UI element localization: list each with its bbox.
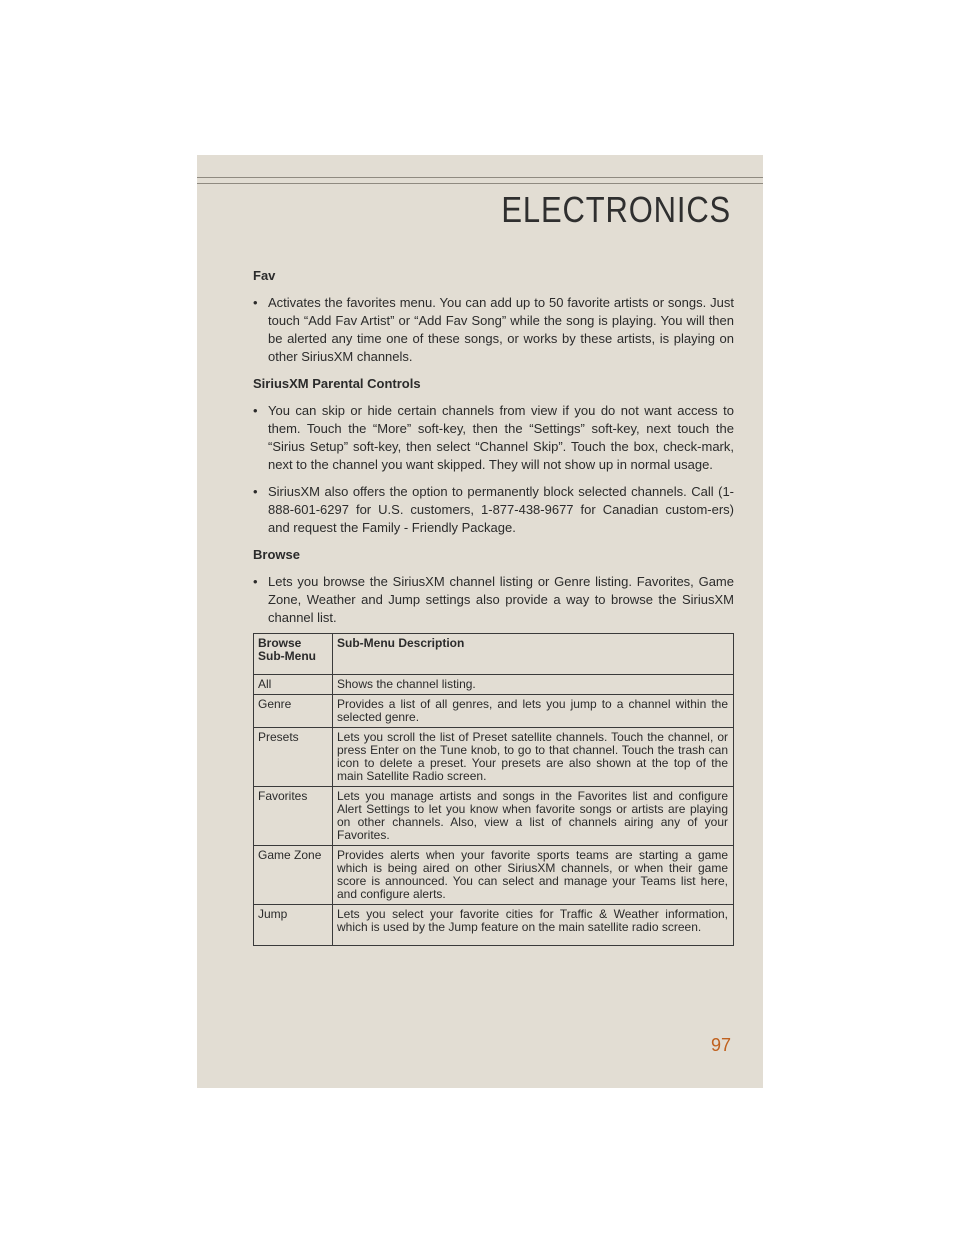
parental-bullet-2: • SiriusXM also offers the option to permanently block selected channels. Call (1-888-601-6297 for U.S. customers, 1-877-438-9677 for Canadian custom-ers) and request the Family - Friendly Package. [253,483,734,537]
table-header-description: Sub-Menu Description [333,634,734,675]
row-description: Lets you select your favorite cities for Traffic & Weather information, which is used by the Jump feature on the main satellite radio screen. [333,905,734,946]
row-submenu: Presets [254,728,333,787]
table-row [254,905,734,946]
row-submenu: Favorites [254,787,333,846]
parental-heading: SiriusXM Parental Controls [253,376,421,391]
page-content [253,267,734,946]
fav-bullet: • Activates the favorites menu. You can add up to 50 favorite artists or songs. Just touch “Add Fav Artist” or “Add Fav Song” while the song is playing. You will then be alerted any time one of these songs, or works by these artists, is playing on other SiriusXM channels. [253,294,734,366]
parental-bullet-1: • You can skip or hide certain channels from view if you do not want access to them. Touch the “More” soft-key, then the “Settings” soft-key, next touch the “Sirius Setup” soft-key, then select “Channel Skip”. Touch the box, check-mark, next to the channel you want skipped. They will not show up in normal usage. [253,402,734,474]
table-row [254,846,734,905]
browse-heading: Browse [253,547,300,562]
browse-bullet: • Lets you browse the SiriusXM channel listing or Genre listing. Favorites, Game Zone, Weather and Jump settings also provide a way to browse the SiriusXM channel list. [253,573,734,627]
table-header-row [254,634,734,675]
section-title: ELECTRONICS [501,189,731,230]
row-description: Provides a list of all genres, and lets you jump to a channel within the selected genre. [333,695,734,728]
table-header-submenu: Browse Sub-Menu [254,634,333,675]
table-row [254,675,734,695]
header-rule [197,177,763,178]
row-submenu: Genre [254,695,333,728]
row-description: Lets you scroll the list of Preset satellite channels. Touch the channel, or press Enter on the Tune knob, to go to that channel. Touch the trash can icon to delete a preset. Your presets are also shown at the top of the main Satellite Radio screen. [333,728,734,787]
fav-heading: Fav [253,268,276,283]
row-description: Lets you manage artists and songs in the Favorites list and configure Alert Settings to let you know when favorite songs or artists are playing on other channels. Also, view a list of channels airing any of your Favorites. [333,787,734,846]
header-rule-inner [197,183,763,184]
browse-submenu-table [253,633,734,946]
row-description: Provides alerts when your favorite sports teams are starting a game which is being aired on other SiriusXM channels, or when their game score is announced. You can select and manage your Teams list here, and configure alerts. [333,846,734,905]
row-description: Shows the channel listing. [333,675,734,695]
table-row [254,695,734,728]
page-number: 97 [710,1035,731,1055]
row-submenu: All [254,675,333,695]
row-submenu: Game Zone [254,846,333,905]
table-row [254,728,734,787]
row-submenu: Jump [254,905,333,946]
table-row [254,787,734,846]
manual-page [197,155,763,1088]
